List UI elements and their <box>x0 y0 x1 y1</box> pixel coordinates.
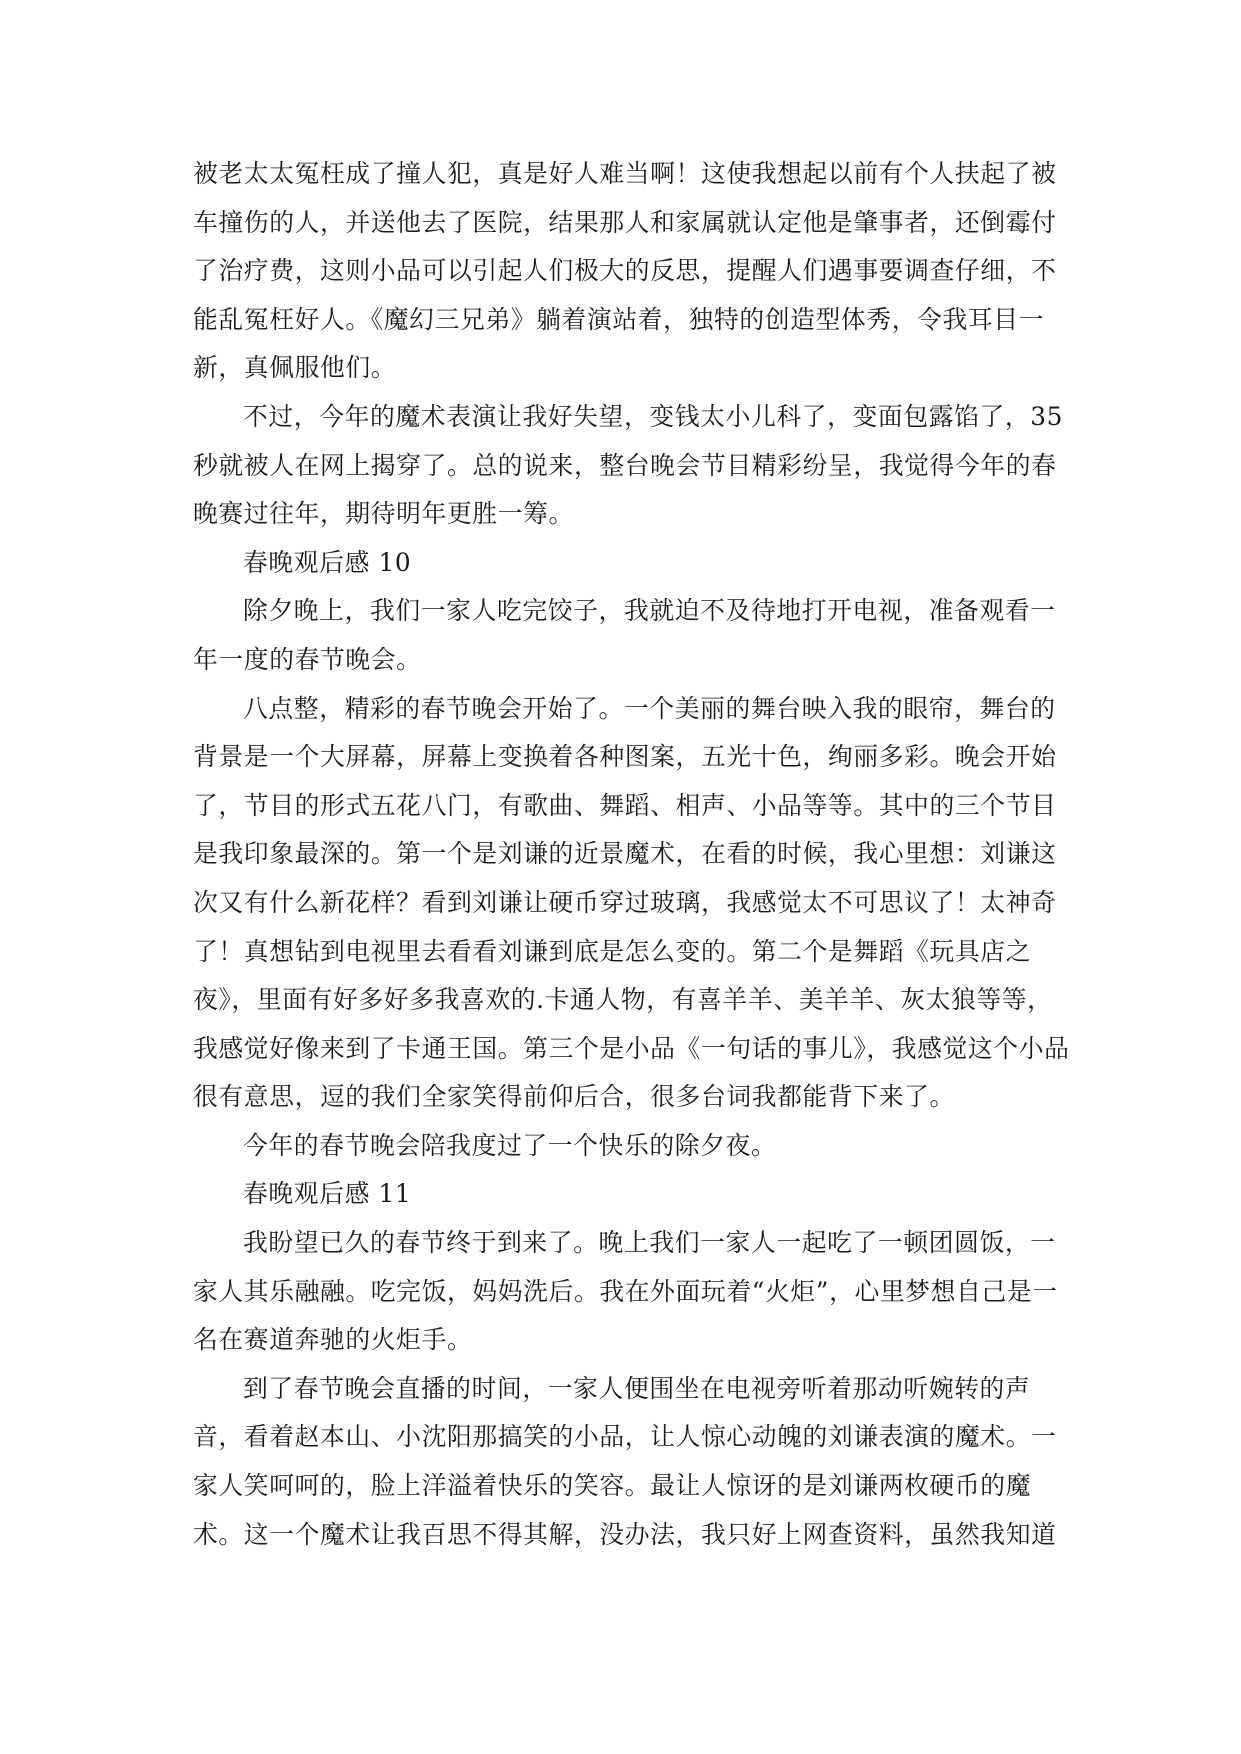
text-line: 八点整，精彩的春节晚会开始了。一个美丽的舞台映入我的眼帘，舞台的 <box>243 693 1056 723</box>
text-line: 了治疗费，这则小品可以引起人们极大的反思，提醒人们遇事要调查仔细，不 <box>193 256 1057 286</box>
text-line: 除夕晚上，我们一家人吃完饺子，我就迫不及待地打开电视，准备观看一 <box>243 596 1056 626</box>
text-line: 了！真想钻到电视里去看看刘谦到底是怎么变的。第二个是舞蹈《玩具店之 <box>193 936 1032 966</box>
text-line: 不过，今年的魔术表演让我好失望，变钱太小儿科了，变面包露馅了，35 <box>243 401 1064 431</box>
text-line: 今年的春节晚会陪我度过了一个快乐的除夕夜。 <box>243 1130 777 1160</box>
text-line: 音，看着赵本山、小沈阳那搞笑的小品，让人惊心动魄的刘谦表演的魔术。一 <box>193 1422 1057 1452</box>
text-line: 夜》，里面有好多好多我喜欢的.卡通人物，有喜羊羊、美羊羊、灰太狼等等， <box>193 985 1053 1015</box>
text-line: 了，节目的形式五花八门，有歌曲、舞蹈、相声、小品等等。其中的三个节目 <box>193 790 1057 820</box>
text-line: 我盼望已久的春节终于到来了。晚上我们一家人一起吃了一顿团圆饭，一 <box>243 1228 1056 1258</box>
text-line: 次又有什么新花样？看到刘谦让硬币穿过玻璃，我感觉太不可思议了！太神奇 <box>193 887 1057 917</box>
text-line: 是我印象最深的。第一个是刘谦的近景魔术，在看的时候，我心里想：刘谦这 <box>193 839 1057 869</box>
document-body <box>193 150 1070 1559</box>
text-line: 能乱冤枉好人。《魔幻三兄弟》躺着演站着，独特的创造型体秀，令我耳目一 <box>193 304 1045 334</box>
text-line: 家人笑呵呵的，脸上洋溢着快乐的笑容。最让人惊讶的是刘谦两枚硬币的魔 <box>193 1471 1032 1501</box>
text-line: 家人其乐融融。吃完饭，妈妈洗后。我在外面玩着“火炬”，心里梦想自己是一 <box>193 1276 1058 1306</box>
text-line: 背景是一个大屏幕，屏幕上变换着各种图案，五光十色，绚丽多彩。晚会开始 <box>193 742 1057 772</box>
text-line: 到了春节晚会直播的时间，一家人便围坐在电视旁听着那动听婉转的声 <box>243 1373 1031 1403</box>
text-line: 年一度的春节晚会。 <box>193 644 422 674</box>
text-line: 车撞伤的人，并送他去了医院，结果那人和家属就认定他是肇事者，还倒霉付 <box>193 207 1057 237</box>
text-line: 秒就被人在网上揭穿了。总的说来，整台晚会节目精彩纷呈，我觉得今年的春 <box>193 450 1057 480</box>
text-line: 我感觉好像来到了卡通王国。第三个是小品《一句话的事儿》，我感觉这个小品 <box>193 1033 1070 1063</box>
text-line: 春晚观后感 10 <box>243 547 412 577</box>
text-line: 术。这一个魔术让我百思不得其解，没办法，我只好上网查资料，虽然我知道 <box>193 1519 1057 1549</box>
text-line: 很有意思，逗的我们全家笑得前仰后合，很多台词我都能背下来了。 <box>193 1082 955 1112</box>
text-line: 春晚观后感 11 <box>243 1179 412 1209</box>
text-line: 新，真佩服他们。 <box>193 353 397 383</box>
text-line: 名在赛道奔驰的火炬手。 <box>193 1325 473 1355</box>
text-line: 晚赛过往年，期待明年更胜一筹。 <box>193 499 574 529</box>
text-line: 被老太太冤枉成了撞人犯，真是好人难当啊！这使我想起以前有个人扶起了被 <box>193 159 1057 188</box>
